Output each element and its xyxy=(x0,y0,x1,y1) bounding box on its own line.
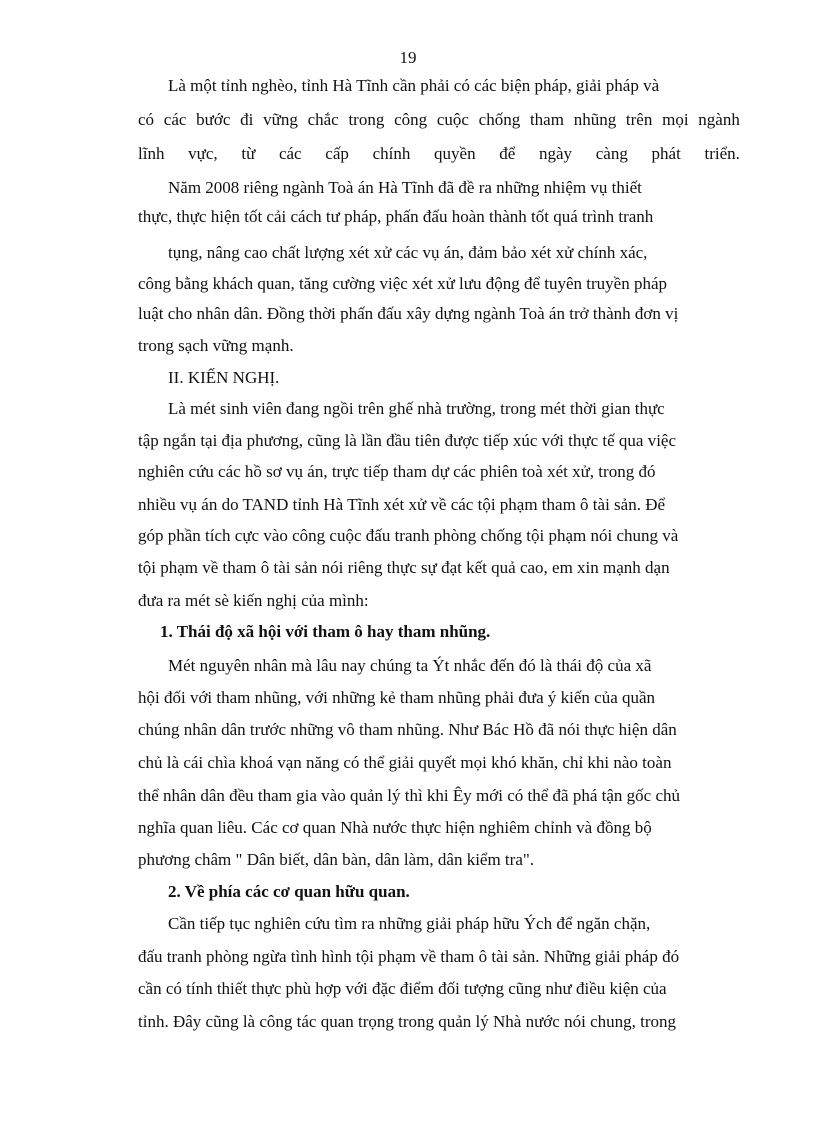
text-line: Năm 2008 riêng ngành Toà án Hà Tĩnh đã đề ra những nhiệm vụ thiết xyxy=(168,178,642,197)
text-line: công bằng khách quan, tăng cường việc xét xử lưu động để tuyên truyền pháp xyxy=(138,274,668,293)
text-line: tội phạm về tham ô tài sản nói riêng thực sự đạt kết quả cao, em xin mạnh dạn xyxy=(138,558,670,577)
word: có xyxy=(138,110,155,129)
text-line xyxy=(138,109,740,131)
word: trong xyxy=(348,110,385,129)
word: triển. xyxy=(704,144,740,163)
text-line: hội đối với tham nhũng, với những kẻ tham nhũng phải đưa ý kiến của quần xyxy=(138,688,656,707)
text-line: tụng, nâng cao chất lượng xét xử các vụ án, đảm bảo xét xử chính xác, xyxy=(168,243,648,262)
word: đi xyxy=(240,110,254,129)
text-line: II. KIẾN NGHỊ. xyxy=(168,368,280,387)
text-line: luật cho nhân dân. Đồng thời phấn đấu xây dựng ngành Toà án trở thành đơn vị xyxy=(138,304,679,323)
word: nhũng xyxy=(573,110,617,129)
text-line: nhiều vụ án do TAND tỉnh Hà Tĩnh xét xử về các tội phạm tham ô tài sản. Để xyxy=(138,495,666,514)
word: chính xyxy=(372,144,411,163)
text-line: nghĩa quan liêu. Các cơ quan Nhà nước thực hiện nghiêm chỉnh và đồng bộ xyxy=(138,818,652,837)
text-line xyxy=(138,143,740,165)
text-line: trong sạch vững mạnh. xyxy=(138,336,294,355)
word: công xyxy=(394,110,428,129)
word: ngành xyxy=(698,110,740,129)
word: tham xyxy=(529,110,564,129)
word: để xyxy=(499,144,516,163)
text-line: đưa ra mét sè kiến nghị của mình: xyxy=(138,591,369,610)
text-line: Là mét sinh viên đang ngồi trên ghế nhà trường, trong mét thời gian thực xyxy=(168,399,665,418)
word: phát xyxy=(651,144,681,163)
text-line: cần có tính thiết thực phù hợp với đặc điểm đối tượng cũng như điều kiện của xyxy=(138,979,667,998)
word: vực, xyxy=(188,144,218,163)
text-line: tỉnh. Đây cũng là công tác quan trọng trong quản lý Nhà nước nói chung, trong xyxy=(138,1012,676,1031)
word: từ xyxy=(241,144,256,163)
word: chắc xyxy=(307,110,339,129)
text-line: thể nhân dân đều tham gia vào quản lý thì khi Êy mới có thể đã phá tận gốc chủ xyxy=(138,786,680,805)
text-line: chúng nhân dân trước những vô tham nhũng. Như Bác Hồ đã nói thực hiện dân xyxy=(138,720,677,739)
section-heading: 2. Về phía các cơ quan hữu quan. xyxy=(168,882,410,901)
word: ngày xyxy=(539,144,573,163)
text-line: chủ là cái chìa khoá vạn năng có thể giải quyết mọi khó khăn, chỉ khi nào toàn xyxy=(138,753,672,772)
word: bước xyxy=(196,110,231,129)
text-line: đấu tranh phòng ngừa tình hình tội phạm về tham ô tài sản. Những giải pháp đó xyxy=(138,947,680,966)
word: vững xyxy=(263,110,298,129)
word: mọi xyxy=(662,110,689,129)
text-line: Là một tỉnh nghèo, tỉnh Hà Tĩnh cần phải có các biện pháp, giải pháp và xyxy=(168,76,660,95)
text-line: góp phần tích cực vào công cuộc đấu tranh phòng chống tội phạm nói chung và xyxy=(138,526,679,545)
text-line: phương châm " Dân biết, dân bàn, dân làm, dân kiểm tra". xyxy=(138,850,535,869)
word: càng xyxy=(595,144,628,163)
word: cấp xyxy=(325,144,349,163)
page-number: 19 xyxy=(399,48,417,67)
text-line: thực, thực hiện tốt cải cách tư pháp, phấn đấu hoàn thành tốt quá trình tranh xyxy=(138,207,654,226)
word: các xyxy=(163,110,187,129)
word: trên xyxy=(625,110,653,129)
section-heading: 1. Thái độ xã hội với tham ô hay tham nhũng. xyxy=(160,622,491,641)
word: chống xyxy=(478,110,521,129)
word: cuộc xyxy=(436,110,469,129)
text-line: Mét nguyên nhân mà lâu nay chúng ta Ýt nhắc đến đó là thái độ của xã xyxy=(168,656,652,675)
word: lĩnh xyxy=(138,144,165,163)
text-line: Cần tiếp tục nghiên cứu tìm ra những giải pháp hữu Ých để ngăn chặn, xyxy=(168,914,651,933)
text-line: nghiên cứu các hồ sơ vụ án, trực tiếp tham dự các phiên toà xét xử, trong đó xyxy=(138,462,656,481)
word: các xyxy=(278,144,302,163)
word: quyền xyxy=(434,144,476,163)
text-line: tập ngắn tại địa phương, cũng là lần đầu tiên được tiếp xúc với thực tế qua việc xyxy=(138,431,677,450)
